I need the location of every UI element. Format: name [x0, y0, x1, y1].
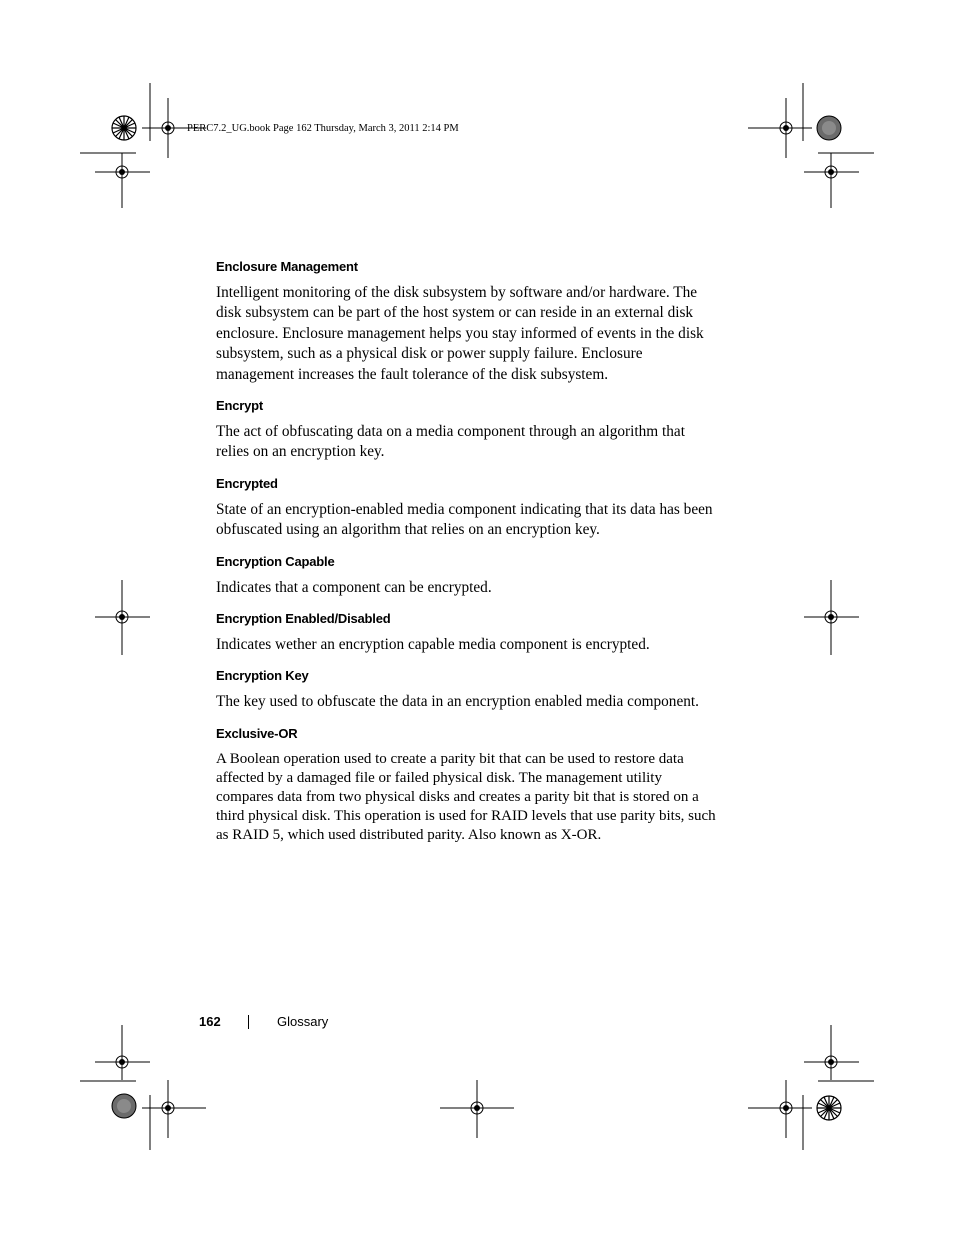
- glossary-entry: [216, 725, 716, 845]
- glossary-content: [216, 258, 716, 856]
- glossary-term: Encryption Enabled/Disabled: [216, 611, 391, 627]
- glossary-entry: [216, 475, 716, 541]
- glossary-definition: State of an encryption-enabled media component indicating that its data has been obfuscated using an algorithm that relies on an encryption key.: [216, 500, 713, 539]
- glossary-definition: The key used to obfuscate the data in an encryption enabled media component.: [216, 693, 699, 711]
- page-number: 162: [199, 1014, 221, 1029]
- glossary-definition: Intelligent monitoring of the disk subsystem by software and/or hardware. The disk subsystem can be part of the host system or can reside in an external disk enclosure. Enclosure management helps you stay informed of events in the disk subsystem, such as a physical disk or power supply failure. Enclosure management increases the fault tolerance of the disk subsystem.: [216, 284, 704, 383]
- section-name: Glossary: [277, 1014, 329, 1029]
- glossary-term: Encryption Capable: [216, 553, 335, 569]
- glossary-term: Exclusive-OR: [216, 725, 298, 741]
- glossary-entry: [216, 610, 716, 655]
- glossary-definition: A Boolean operation used to create a parity bit that can be used to restore data affected by a damaged file or failed physical disk. The management utility compares data from two physical disks and creates a parity bit that is stored on a third physical disk. This operation is used for RAID levels that use parity bits, such as RAID 5, which used distributed parity. Also known as X-OR.: [216, 750, 716, 843]
- glossary-entry: [216, 397, 716, 463]
- glossary-entry: [216, 667, 716, 712]
- glossary-entry: [216, 258, 716, 385]
- glossary-definition: Indicates wether an encryption capable media component is encrypted.: [216, 636, 650, 654]
- glossary-term: Encrypt: [216, 398, 264, 414]
- glossary-definition: Indicates that a component can be encrypted.: [216, 578, 492, 596]
- glossary-definition: The act of obfuscating data on a media component through an algorithm that relies on an encryption key.: [216, 423, 685, 461]
- glossary-term: Enclosure Management: [216, 259, 358, 274]
- glossary-term: Encrypted: [216, 475, 278, 491]
- footer-separator: [248, 1015, 249, 1029]
- glossary-entry: [216, 553, 716, 598]
- glossary-term: Encryption Key: [216, 668, 309, 684]
- print-slug: PERC7.2_UG.book Page 162 Thursday, March 3, 2011 2:14 PM: [187, 123, 459, 134]
